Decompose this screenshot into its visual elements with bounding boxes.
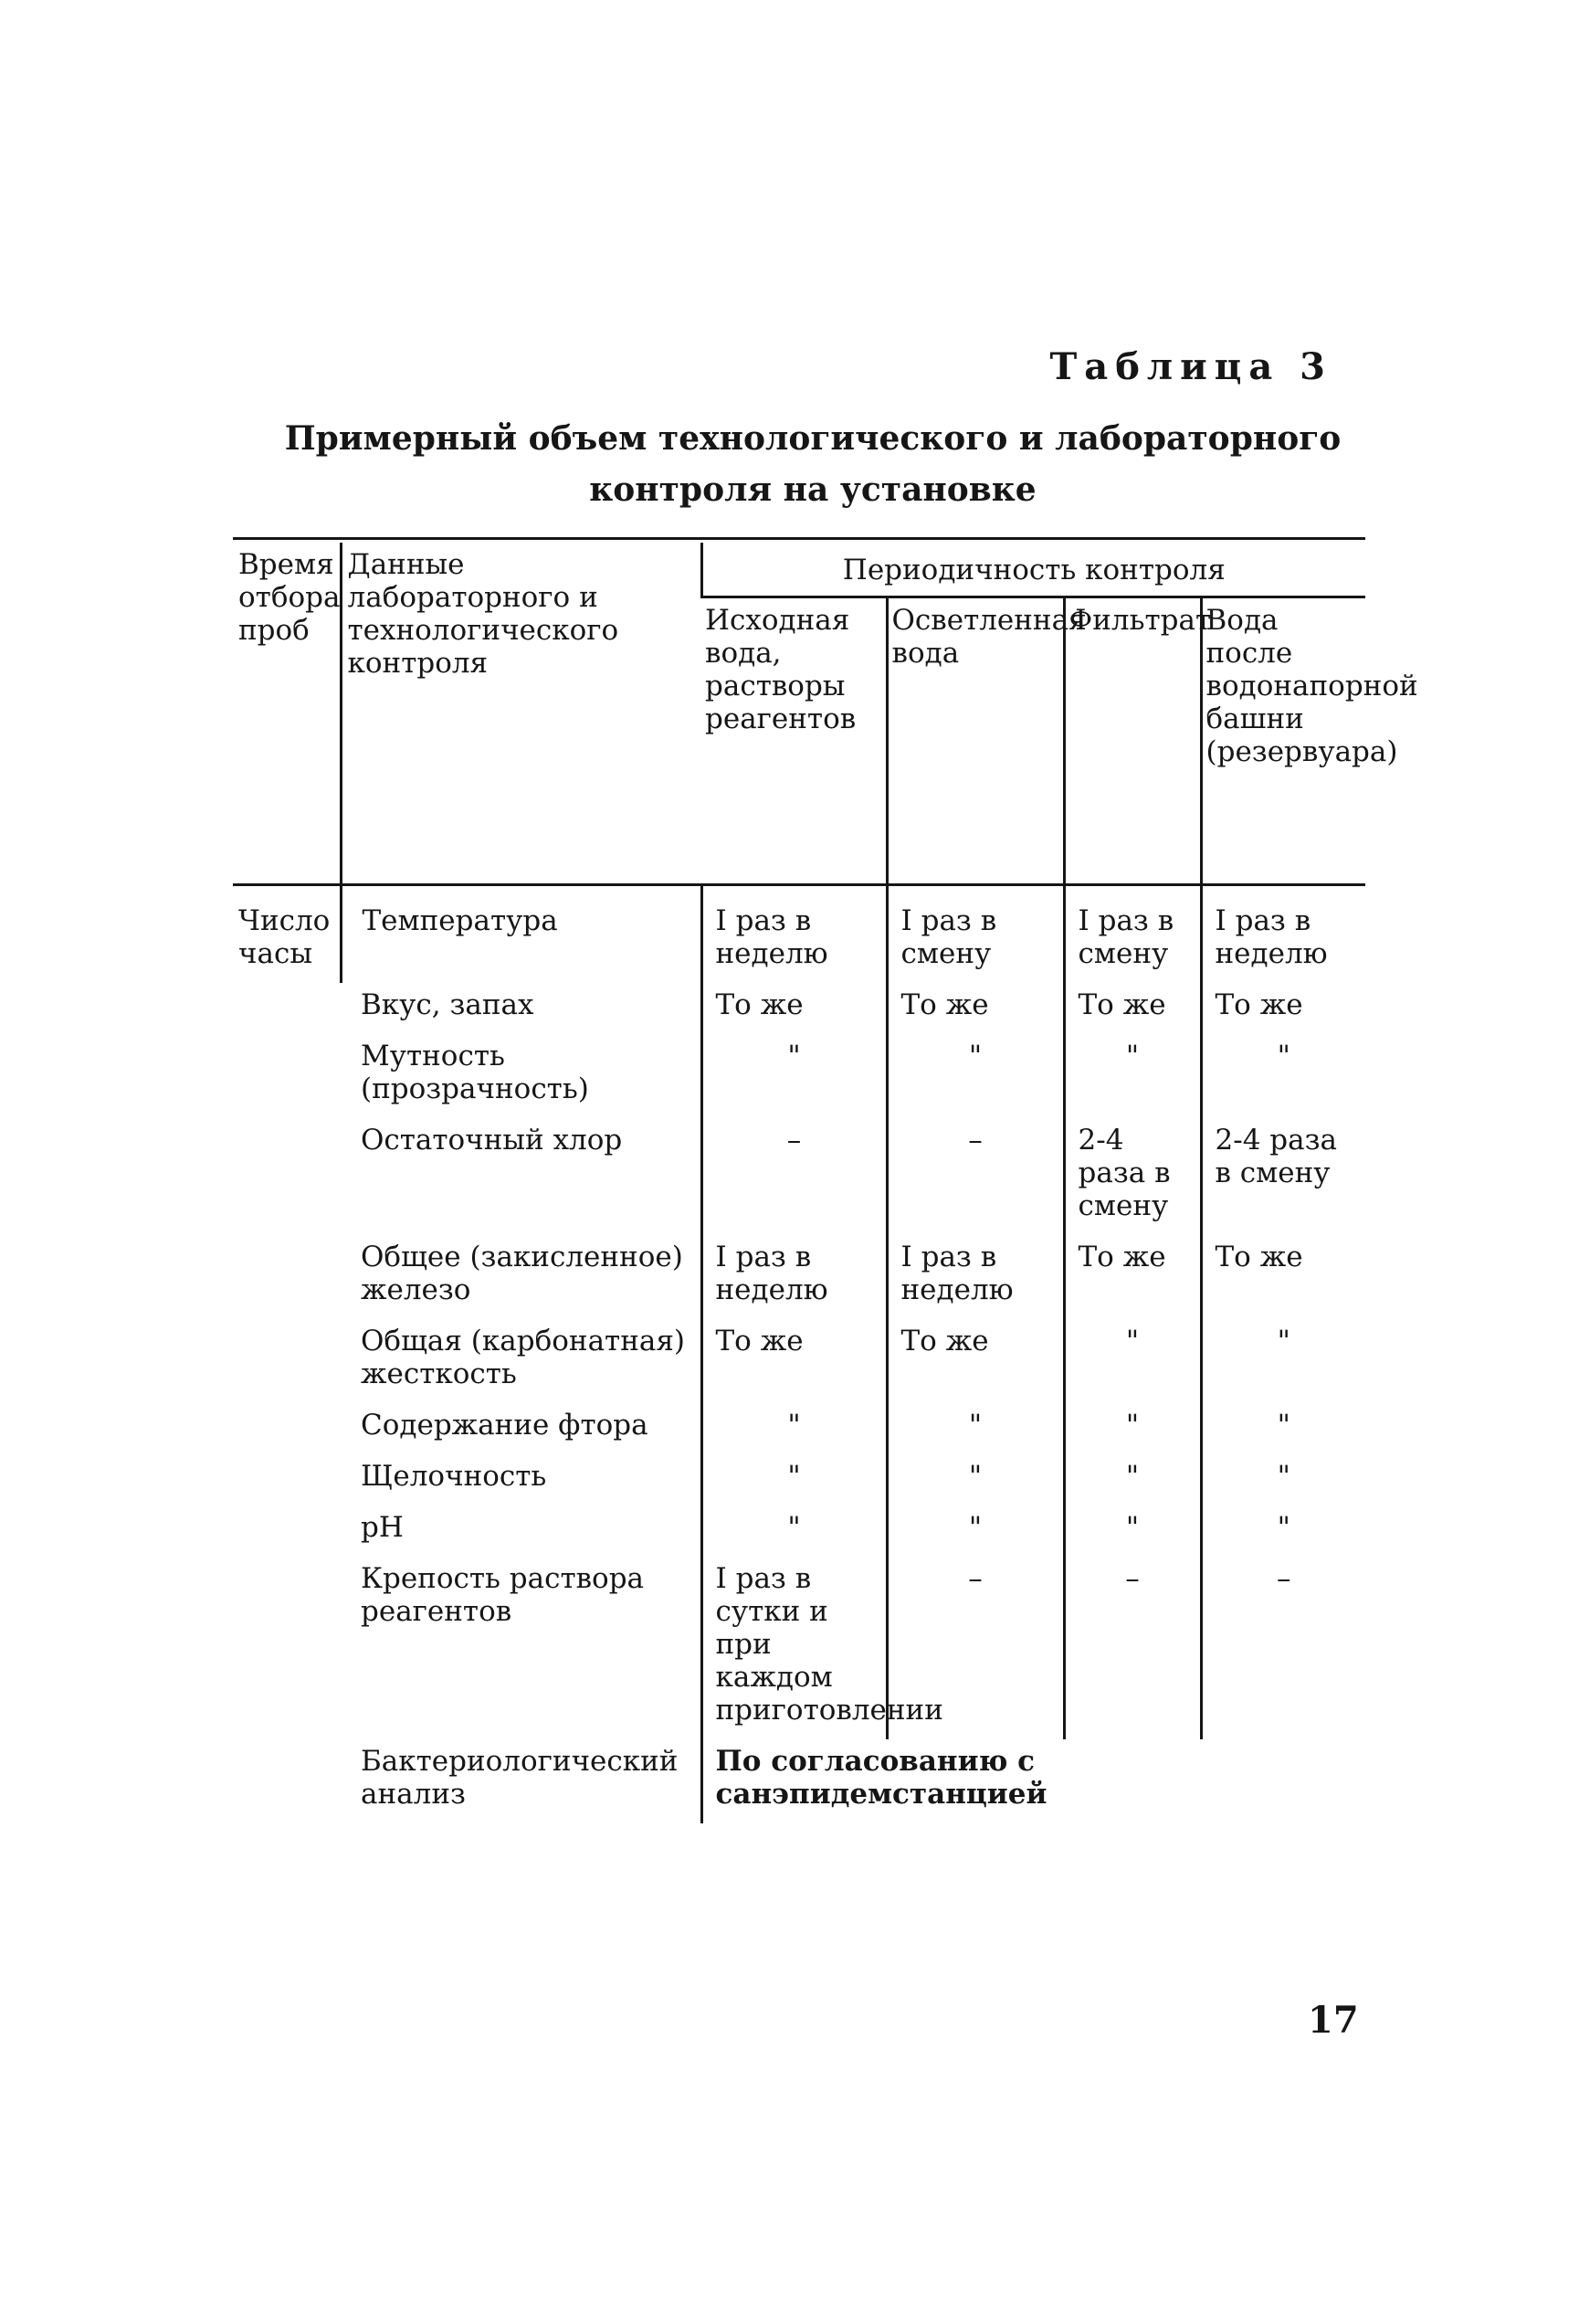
param-cell: Общая (карбонатная) жесткость [361, 1325, 686, 1390]
header-clarified-water: Осветленная вода [887, 597, 1064, 885]
value-cell: То же [1201, 1235, 1365, 1319]
caption-line-2: контроля на установке [589, 470, 1037, 509]
value-cell: – [1201, 1557, 1365, 1739]
value-cell: " [1064, 1454, 1201, 1505]
value-cell: I раз в неделю [887, 1235, 1064, 1319]
table-row [233, 1739, 1365, 1823]
param-cell: Бактериологический анализ [361, 1745, 679, 1811]
param-cell: Вкус, запах [361, 988, 534, 1021]
value-cell: I раз в неделю [1201, 885, 1365, 984]
table-row [233, 1557, 1365, 1739]
header-source-water: Исходная вода, растворы реагентов [701, 597, 887, 885]
header-filtrate: Фильтрат [1064, 597, 1201, 885]
table-row [233, 983, 1365, 1034]
header-tower-water: Вода после водонапорной башни (резервуара) [1201, 597, 1365, 885]
value-cell: " [887, 1505, 1064, 1557]
value-cell: I раз в смену [1064, 885, 1201, 984]
value-cell: То же [701, 1319, 887, 1403]
value-cell: То же [1064, 983, 1201, 1034]
param-cell: рН [361, 1511, 404, 1544]
param-cell: Щелочность [361, 1460, 547, 1493]
value-cell: – [887, 1557, 1064, 1739]
header-time: Время отбора проб [233, 543, 341, 885]
value-cell: " [887, 1403, 1064, 1454]
param-cell: Содержание фтора [361, 1409, 648, 1442]
value-cell: " [1201, 1505, 1365, 1557]
table-row [233, 1034, 1365, 1118]
table-label: Таблица 3 [1049, 345, 1332, 388]
param-cell: Температура [341, 885, 701, 984]
table-row [233, 1235, 1365, 1319]
value-cell: I раз в сутки и при каждом приготовлении [701, 1557, 887, 1739]
value-cell: То же [1201, 983, 1365, 1034]
value-cell: – [1064, 1557, 1201, 1739]
table-row [233, 1118, 1365, 1235]
value-cell: " [887, 1034, 1064, 1118]
time-cell: Число часы [238, 904, 331, 970]
value-cell: 2-4 раза в смену [1201, 1118, 1365, 1235]
value-cell: " [1064, 1034, 1201, 1118]
value-cell: " [1201, 1319, 1365, 1403]
value-cell: То же [887, 983, 1064, 1034]
header-periodicity: Периодичность контроля [701, 543, 1365, 597]
value-cell: I раз в неделю [701, 1235, 887, 1319]
value-cell-merged: По согласованию с санэпидемстанцией [701, 1739, 1365, 1823]
header-data: Данные лабораторного и технологического контроля [341, 543, 701, 885]
value-cell: " [1064, 1403, 1201, 1454]
table-top-rule [233, 537, 1365, 540]
value-cell: – [701, 1118, 887, 1235]
value-cell: 2-4 раза в смену [1064, 1118, 1201, 1235]
param-cell: Мутность (прозрачность) [361, 1040, 589, 1105]
value-cell: " [701, 1454, 887, 1505]
table-row [233, 1403, 1365, 1454]
value-cell: " [1064, 1319, 1201, 1403]
control-table [233, 543, 1418, 1823]
table-row [233, 1319, 1365, 1403]
param-cell: Остаточный хлор [361, 1124, 623, 1157]
value-cell: То же [1064, 1235, 1201, 1319]
value-cell: – [887, 1118, 1064, 1235]
table-row [233, 1505, 1365, 1557]
value-cell: I раз в смену [887, 885, 1064, 984]
value-cell: " [701, 1505, 887, 1557]
value-cell: " [887, 1454, 1064, 1505]
value-cell: " [701, 1403, 887, 1454]
value-cell: То же [887, 1319, 1064, 1403]
value-cell: " [1201, 1454, 1365, 1505]
param-cell: Общее (закисленное) железо [361, 1241, 683, 1306]
value-cell: " [1201, 1403, 1365, 1454]
table-row [233, 885, 1365, 984]
value-cell: То же [701, 983, 887, 1034]
caption-line-1: Примерный объем технологического и лабораторного [284, 419, 1342, 458]
value-cell: " [1064, 1505, 1201, 1557]
value-cell: " [701, 1034, 887, 1118]
param-cell: Крепость раствора реагентов [361, 1562, 645, 1628]
table-caption [274, 413, 1352, 515]
value-cell: " [1201, 1034, 1365, 1118]
table-row [233, 1454, 1365, 1505]
value-cell: I раз в неделю [701, 885, 887, 984]
page-number: 17 [1308, 1999, 1359, 2042]
